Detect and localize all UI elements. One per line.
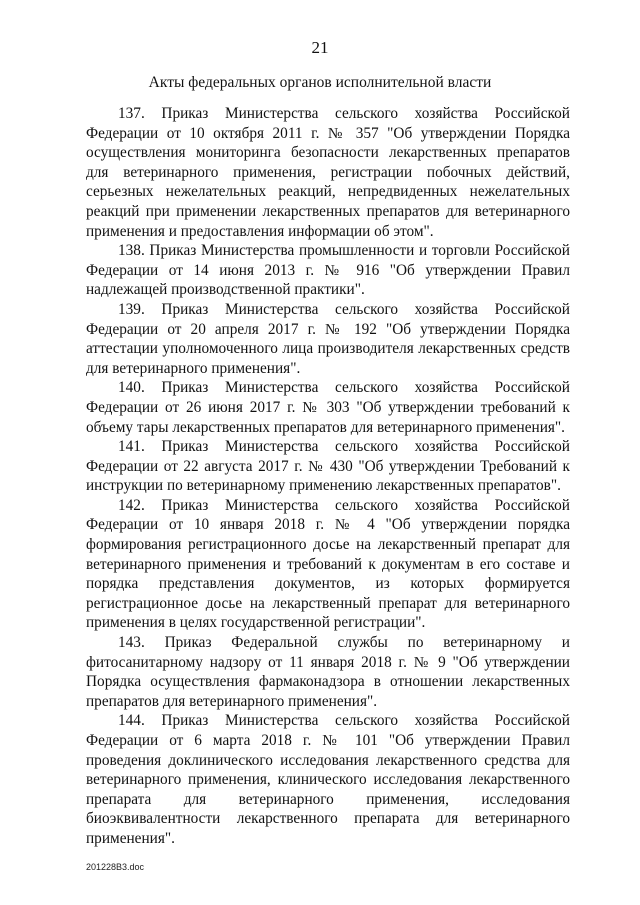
page-number: 21 <box>311 38 329 57</box>
list-item: 139. Приказ Министерства сельского хозяйства Российской Федерации от 20 апреля 2017 г. № 192 "Об утверждении Порядка аттестации уполномоченного лица производителя лекарственных средств для ветеринарного применения". <box>86 300 570 377</box>
list-item: 138. Приказ Министерства промышленности и торговли Российской Федерации от 14 июня 2013 г. № 916 "Об утверждении Правил надлежащей производственной практики". <box>86 242 570 299</box>
section-title: Акты федеральных органов исполнительной власти <box>148 74 492 91</box>
list-item: 137. Приказ Министерства сельского хозяйства Российской Федерации от 10 октября 2011 г. № 357 "Об утверждении Порядка осуществления мониторинга безопасности лекарственных препаратов для ветеринарного применения, регистрации побочных действий, серьезных нежелательных реакций, непредвиденных нежелательных реакций при применении лекарственных препаратов для ветеринарного применения и предоставления информации об этом". <box>86 105 570 240</box>
document-body <box>86 104 570 849</box>
list-item: 142. Приказ Министерства сельского хозяйства Российской Федерации от 10 января 2018 г. № 4 "Об утверждении порядка формирования регистрационного досье на лекарственный препарат для ветеринарного применения и требований к документам в его составе и порядка представления документов, из которых формируется регистрационное досье на лекарственный препарат для ветеринарного применения в целях государственной регистрации". <box>86 496 570 632</box>
document-file-code: 201228В3.doc <box>86 862 145 872</box>
list-item: 144. Приказ Министерства сельского хозяйства Российской Федерации от 6 марта 2018 г. № 101 "Об утверждении Правил проведения доклинического исследования лекарственного средства для ветеринарного применения, клинического исследования лекарственного препарата для ветеринарного применения, исследования биоэквивалентности лекарственного препарата для ветеринарного применения". <box>86 712 570 847</box>
list-item: 141. Приказ Министерства сельского хозяйства Российской Федерации от 22 августа 2017 г. № 430 "Об утверждении Требований к инструкции по ветеринарному применению лекарственных препаратов". <box>86 438 570 495</box>
list-item: 143. Приказ Федеральной службы по ветеринарному и фитосанитарному надзору от 11 января 2018 г. № 9 "Об утверждении Порядка осуществления фармаконадзора в отношении лекарственных препаратов для ветеринарного применения". <box>86 634 570 710</box>
list-item: 140. Приказ Министерства сельского хозяйства Российской Федерации от 26 июня 2017 г. № 303 "Об утверждении требований к объему тары лекарственных препаратов для ветеринарного применения". <box>86 379 570 436</box>
